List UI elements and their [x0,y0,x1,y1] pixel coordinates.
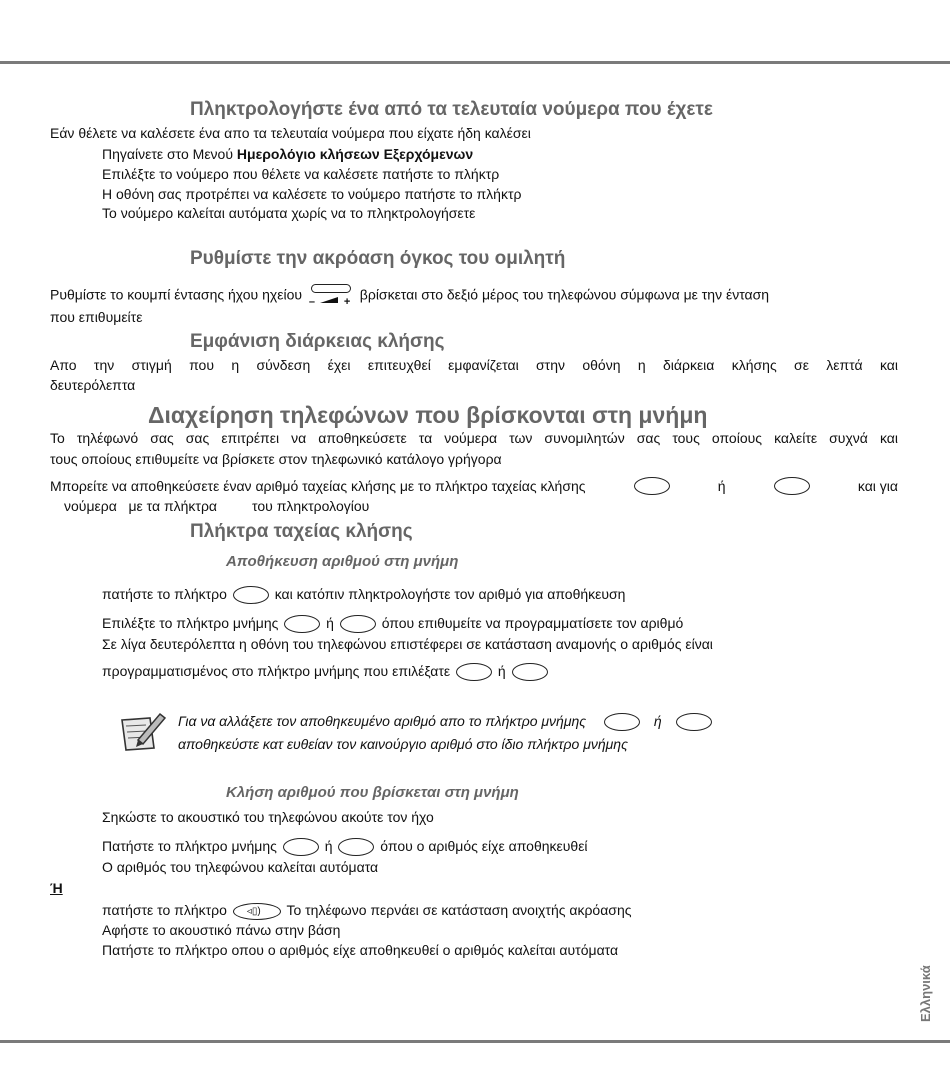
store-step-4-a: προγραμματισμένος στο πλήκτρο μνήμης που επιλέξατε [102,663,451,679]
or-label: ή [653,713,662,729]
handsfree-step-3: Πατήστε το πλήκτρο οπου ο αριθμός είχε αποθηκευθεί ο αριθμός καλείται αυτόματα [102,942,619,958]
redial-step-3: Η οθόνη σας προτρέπει να καλέσετε το νούμερο πατήστε το πλήκτρ [102,186,522,202]
handsfree-step-2: Αφήστε το ακουστικό πάνω στην βάση [102,922,341,938]
speed-dial-text-b: και για [857,478,898,494]
call-step-2-b: όπου ο αριθμός είχε αποθηκευθεί [380,838,588,854]
volume-text-b: βρίσκεται στο δεξιό μέρος του τηλεφώνου σύμφωνα με την ένταση [359,286,770,303]
redial-step-2: Επιλέξτε το νούμερο που θέλετε να καλέσετε πατήστε το πλήκτρ [102,166,500,182]
call-step-2-a: Πατήστε το πλήκτρο μνήμης [102,838,277,854]
volume-control-icon: – + [306,284,356,308]
memory-key-1-icon [456,663,492,681]
store-step-1-a: πατήστε το πλήκτρο [102,586,227,602]
store-step-3: Σε λίγα δευτερόλεπτα η οθόνη του τηλεφώνου επιστέφερει σε κατάσταση αναμονής ο αριθμός είναι [102,636,713,652]
speed-dial-key-2-icon [774,477,810,495]
language-tab-label: Ελληνικά [918,965,933,1022]
call-step-1: Σηκώστε το ακουστικό του τηλεφώνου ακούτε τον ήχο [102,809,434,825]
redial-step-4: Το νούμερο καλείται αυτόματα χωρίς να το πληκτρολογήσετε [102,205,476,221]
call-duration-text-2: δευτερόλεπτα [50,377,136,393]
store-step-1 [102,585,625,604]
bottom-rule [0,1040,950,1043]
heading-memory-management: Διαχείρηση τηλεφώνων που βρίσκονται στη μνήμη [148,402,708,428]
store-step-2 [102,614,683,633]
volume-text-a: Ρυθμίστε το κουμπί έντασης ήχου ηχείου [50,286,303,303]
call-duration-text: Απο την στιγμή που η σύνδεση έχει επιτευχθεί εμφανίζεται στην οθόνη η διάρκεια κλήσης σε λεπτά και [50,357,898,373]
note-line-1-text: Για να αλλάξετε τον αποθηκευμένο αριθμό απο το πλήκτρο μνήμης [178,713,587,729]
call-step-3: Ο αριθμός του τηλεφώνου καλείται αυτόματα [102,859,379,875]
redial-step-1-text: Πηγαίνετε στο Μενού [102,146,237,162]
memory-intro-line2: τους οποίους επιθυμείτε να βρίσκετε στον τηλεφωνικό κατάλογο γρήγορα [50,451,502,467]
handsfree-step-1-a: πατήστε το πλήκτρο [102,902,227,918]
speaker-key-icon: ◃▯) [233,903,281,920]
memory-key-2-icon [676,713,712,731]
or-label: ή [717,478,726,494]
store-step-2-b: όπου επιθυμείτε να προγραμματίσετε τον αριθμό [381,615,684,631]
or-label: ή [497,663,506,679]
note-line-2: αποθηκεύστε κατ ευθείαν τον καινούργιο αριθμό στο ίδιο πλήκτρο μνήμης [178,736,628,752]
heading-redial: Πληκτρολογήστε ένα από τα τελευταία νούμερα που έχετε [190,99,713,120]
memory-key-icon [233,586,269,604]
redial-step-1-menu: Ημερολόγιο κλήσεων Εξερχόμενων [236,146,474,162]
alternative-label: Ή [50,880,63,896]
or-label: ή [326,615,334,631]
volume-text-line2: που επιθυμείτε [50,309,143,325]
volume-text-line1 [50,284,898,308]
memory-key-2-icon [340,615,376,633]
note-line-1 [178,712,714,731]
speed-dial-text-line1 [50,477,898,495]
handsfree-step-1 [102,901,631,920]
redial-intro: Εάν θέλετε να καλέσετε ένα απο τα τελευταία νούμερα που είχατε ήδη καλέσει [50,125,531,141]
speed-dial-key-1-icon [634,477,670,495]
memory-key-1-icon [284,615,320,633]
memory-key-1-icon [604,713,640,731]
handsfree-step-1-b: Το τηλέφωνο περνάει σε κατάσταση ανοιχτής ακρόασης [286,902,632,918]
memory-key-1-icon [283,838,319,856]
speed-dial-text-line2: νούμερα με τα πλήκτρα του πληκτρολογίου [64,498,370,514]
or-label: ή [324,838,333,854]
memory-key-2-icon [512,663,548,681]
store-step-1-b: και κατόπιν πληκτρολογήστε τον αριθμό για αποθήκευση [274,586,626,602]
redial-step-1 [102,145,473,163]
speed-dial-text-a: Μπορείτε να αποθηκεύσετε έναν αριθμό ταχείας κλήσης με το πλήκτρο ταχείας κλήσης [50,478,586,494]
top-rule [0,61,950,64]
store-step-4 [102,662,550,681]
heading-speaker-volume: Ρυθμίστε την ακρόαση όγκος του ομιλητή [190,248,566,269]
call-step-2 [102,837,588,856]
memory-key-2-icon [338,838,374,856]
note-pencil-icon [116,708,168,754]
store-step-2-a: Επιλέξτε το πλήκτρο μνήμης [102,615,279,631]
heading-call-duration: Εμφάνιση διάρκειας κλήσης [190,331,445,352]
heading-speed-dial-keys: Πλήκτρα ταχείας κλήσης [190,521,413,542]
memory-intro-line1: Το τηλέφωνό σας σας επιτρέπει να αποθηκεύσετε τα νούμερα των συνομιλητών σας τους οποίους καλείτε συχνά και [50,430,898,446]
subheading-call-stored: Κλήση αριθμού που βρίσκεται στη μνήμη [226,784,519,801]
subheading-store-number: Αποθήκευση αριθμού στη μνήμη [226,553,459,570]
